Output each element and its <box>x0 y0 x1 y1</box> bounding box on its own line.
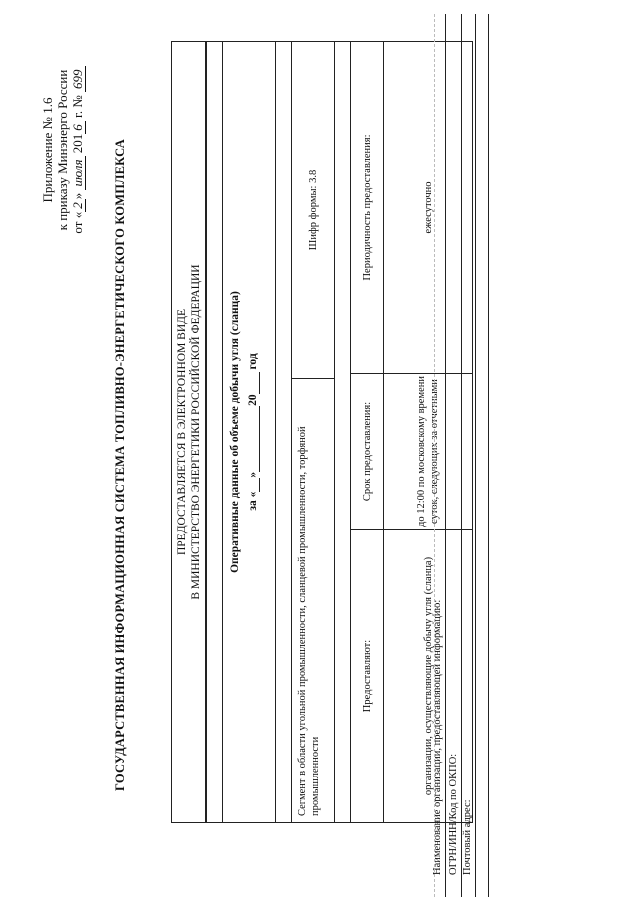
cell-submitters: организации, осуществляющие добычу угля (сланца) <box>384 530 473 823</box>
postal-address-line <box>461 14 476 897</box>
cell-deadline: до 12:00 по московскому времени суток, следующих за отчетными <box>384 374 473 530</box>
submission-box <box>172 42 206 822</box>
order-month: июля <box>70 156 86 189</box>
order-date-line: от «2» июля 2016 г. № 699 <box>70 20 85 280</box>
order-year-digit: 6 <box>70 121 86 134</box>
appendix-reference <box>40 20 85 280</box>
header-frequency: Периодичность предоставления: <box>351 42 384 374</box>
report-title-box <box>223 42 276 822</box>
org-ids-line <box>445 14 462 897</box>
month-blank <box>248 406 260 472</box>
blank-line <box>475 14 489 897</box>
divider-gap <box>335 42 351 822</box>
order-reference: к приказу Минэнерго России <box>55 69 70 231</box>
day-blank <box>248 478 260 492</box>
submission-line-1: ПРЕДОСТАВЛЯЕТСЯ В ЭЛЕКТРОННОМ ВИДЕ <box>176 308 188 556</box>
header-submitters: Предоставляют: <box>351 530 384 823</box>
org-name-label: Наименование организации, предоставляющей информацию: <box>432 599 443 875</box>
faint-rule <box>434 14 435 897</box>
org-ids-label: ОГРН/ИНН/Код по ОКПО: <box>448 753 459 875</box>
report-period: за «»20 год <box>247 353 259 511</box>
postal-address-label: Почтовый адрес: <box>462 799 473 875</box>
year-blank <box>248 372 260 394</box>
divider-gap <box>206 42 223 822</box>
header-deadline: Срок предоставления: <box>351 374 384 530</box>
report-title: Оперативные данные об объеме добычи угля (сланца) <box>229 291 241 573</box>
order-day: 2 <box>70 199 86 212</box>
segment-row <box>292 42 335 822</box>
order-number: 699 <box>70 66 86 92</box>
submission-line-2: В МИНИСТЕРСТВО ЭНЕРГЕТИКИ РОССИЙСКОЙ ФЕДЕРАЦИИ <box>190 264 202 600</box>
document-title: ГОСУДАРСТВЕННАЯ ИНФОРМАЦИОННАЯ СИСТЕМА ТОПЛИВНО-ЭНЕРГЕТИЧЕСКОГО КОМПЛЕКСА <box>113 139 127 791</box>
org-name-line <box>427 14 446 897</box>
form-code: Шифр формы: 3.8 <box>307 169 319 251</box>
divider-gap <box>276 42 292 822</box>
cell-frequency: ежесуточно <box>422 181 434 234</box>
segment-text: Сегмент в области угольной промышленности, сланцевой промышленности, торфяной промышленности <box>292 378 334 822</box>
appendix-number: Приложение № 1.6 <box>40 97 55 203</box>
